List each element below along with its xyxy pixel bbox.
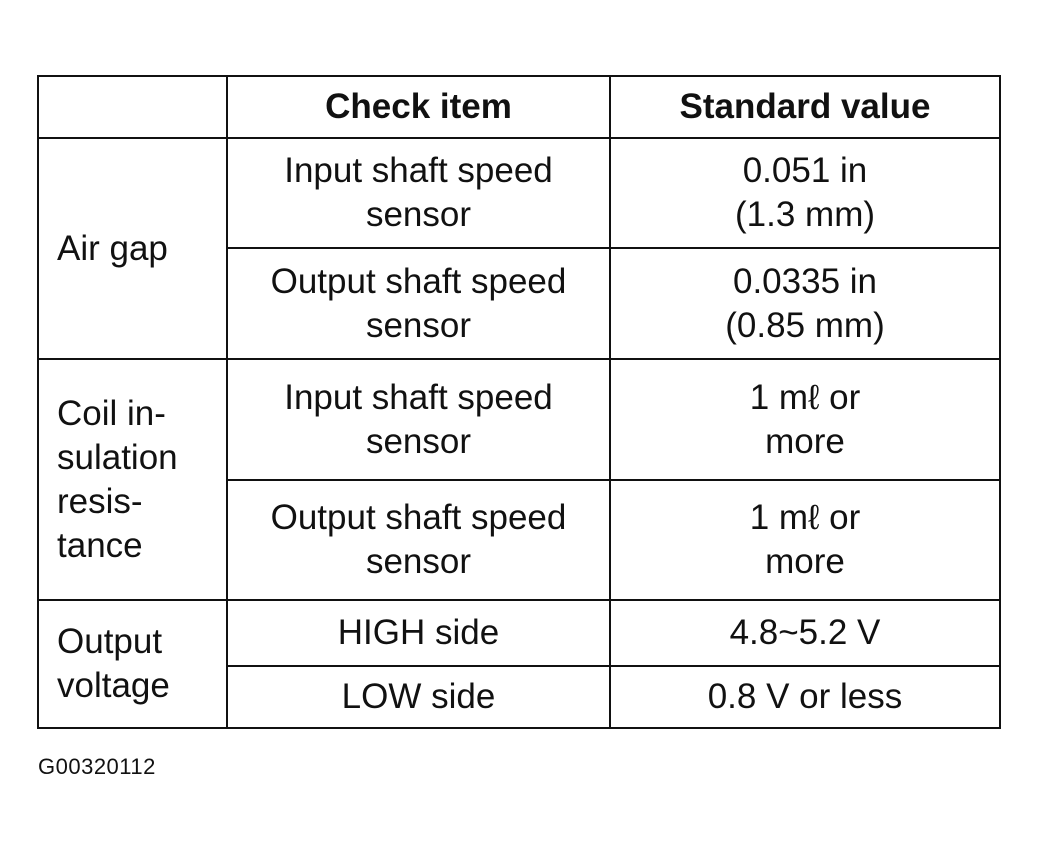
check-item-line: sensor [365,421,472,461]
category-output-voltage [38,600,227,728]
category-line: voltage [57,666,170,705]
header-check-item: Check item [227,76,610,138]
standard-value-line: (1.3 mm) [735,195,875,234]
check-item-cell [227,138,610,248]
standard-value-line: 1 mℓ or [749,377,861,417]
standard-value-line: 1 mℓ or [749,498,861,537]
category-line: Output [57,622,163,661]
check-item-line: Input shaft speed [284,377,553,417]
standard-value-line: 0.051 in [742,151,868,190]
table-row [38,359,1000,480]
standard-value-cell [610,138,1000,248]
table-row [38,600,1000,666]
check-item-cell [227,600,610,666]
header-standard-value: Standard value [610,76,1000,138]
category-air-gap [38,138,227,359]
figure-code: G00320112 [38,754,156,779]
standard-value-line: 0.0335 in [732,261,878,301]
check-item-line: sensor [365,305,472,345]
check-item-cell [227,248,610,359]
standard-value-cell [610,600,1000,666]
category-line: tance [57,525,143,565]
standard-value-line: more [765,421,845,461]
check-item-line: Output shaft speed [270,261,567,301]
check-item-line: LOW side [341,677,496,716]
spec-table [37,75,1001,729]
standard-value-cell [610,480,1000,600]
check-item-line: sensor [365,542,472,581]
standard-value-cell [610,248,1000,359]
check-item-line: HIGH side [337,613,500,652]
check-item-cell [227,480,610,600]
category-line: Coil in- [57,393,166,433]
check-item-line: sensor [365,195,472,234]
check-item-line: Output shaft speed [270,498,567,537]
header-corner-cell [38,76,227,138]
standard-value-cell [610,359,1000,480]
category-line: resis- [57,481,143,521]
standard-value-line: 0.8 V or less [707,677,903,716]
standard-value-cell [610,666,1000,728]
category-line: sulation [57,437,178,477]
check-item-cell [227,666,610,728]
standard-value-line: more [765,542,845,581]
header-row [38,76,1000,138]
standard-value-line: (0.85 mm) [725,305,885,345]
standard-value-line: 4.8~5.2 V [729,613,881,652]
check-item-cell [227,359,610,480]
category-line: Air gap [57,228,168,268]
category-coil-insulation-resistance [38,359,227,600]
check-item-line: Input shaft speed [284,151,553,190]
table-row [38,138,1000,248]
